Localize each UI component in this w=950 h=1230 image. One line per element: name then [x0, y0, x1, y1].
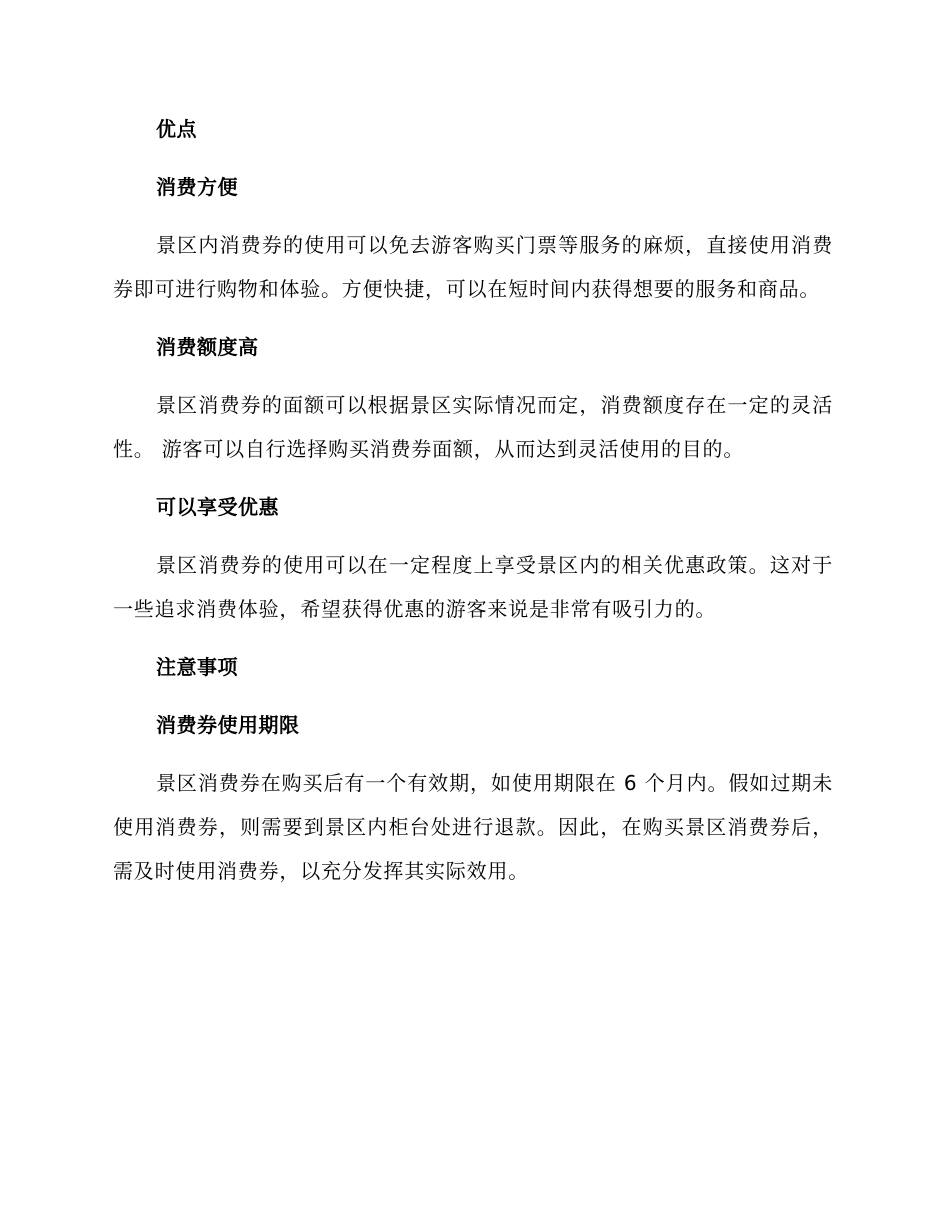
subheading-discounts: 可以享受优惠	[156, 495, 279, 519]
paragraph-discounts: 景区消费券的使用可以在一定程度上享受景区内的相关优惠政策。这对于一些追求消费体验，希望获得优惠的游客来说是非常有吸引力的。	[113, 553, 833, 621]
section-heading-notes: 注意事项	[156, 655, 238, 679]
section-heading-pros: 优点	[156, 117, 197, 141]
subheading-validity: 消费券使用期限	[156, 713, 300, 737]
subheading-high-limit: 消费额度高	[156, 335, 259, 359]
document-content	[113, 107, 833, 907]
subheading-convenient: 消费方便	[156, 175, 238, 199]
paragraph-high-limit: 景区消费券的面额可以根据景区实际情况而定，消费额度存在一定的灵活性。 游客可以自行选择购买消费券面额，从而达到灵活使用的目的。	[113, 393, 833, 461]
paragraph-convenient: 景区内消费券的使用可以免去游客购买门票等服务的麻烦，直接使用消费券即可进行购物和体验。方便快捷，可以在短时间内获得想要的服务和商品。	[113, 233, 833, 301]
paragraph-validity: 景区消费券在购买后有一个有效期，如使用期限在 6 个月内。假如过期未使用消费券，则需要到景区内柜台处进行退款。因此，在购买景区消费券后，需及时使用消费券，以充分发挥其实际效用。	[113, 771, 833, 883]
